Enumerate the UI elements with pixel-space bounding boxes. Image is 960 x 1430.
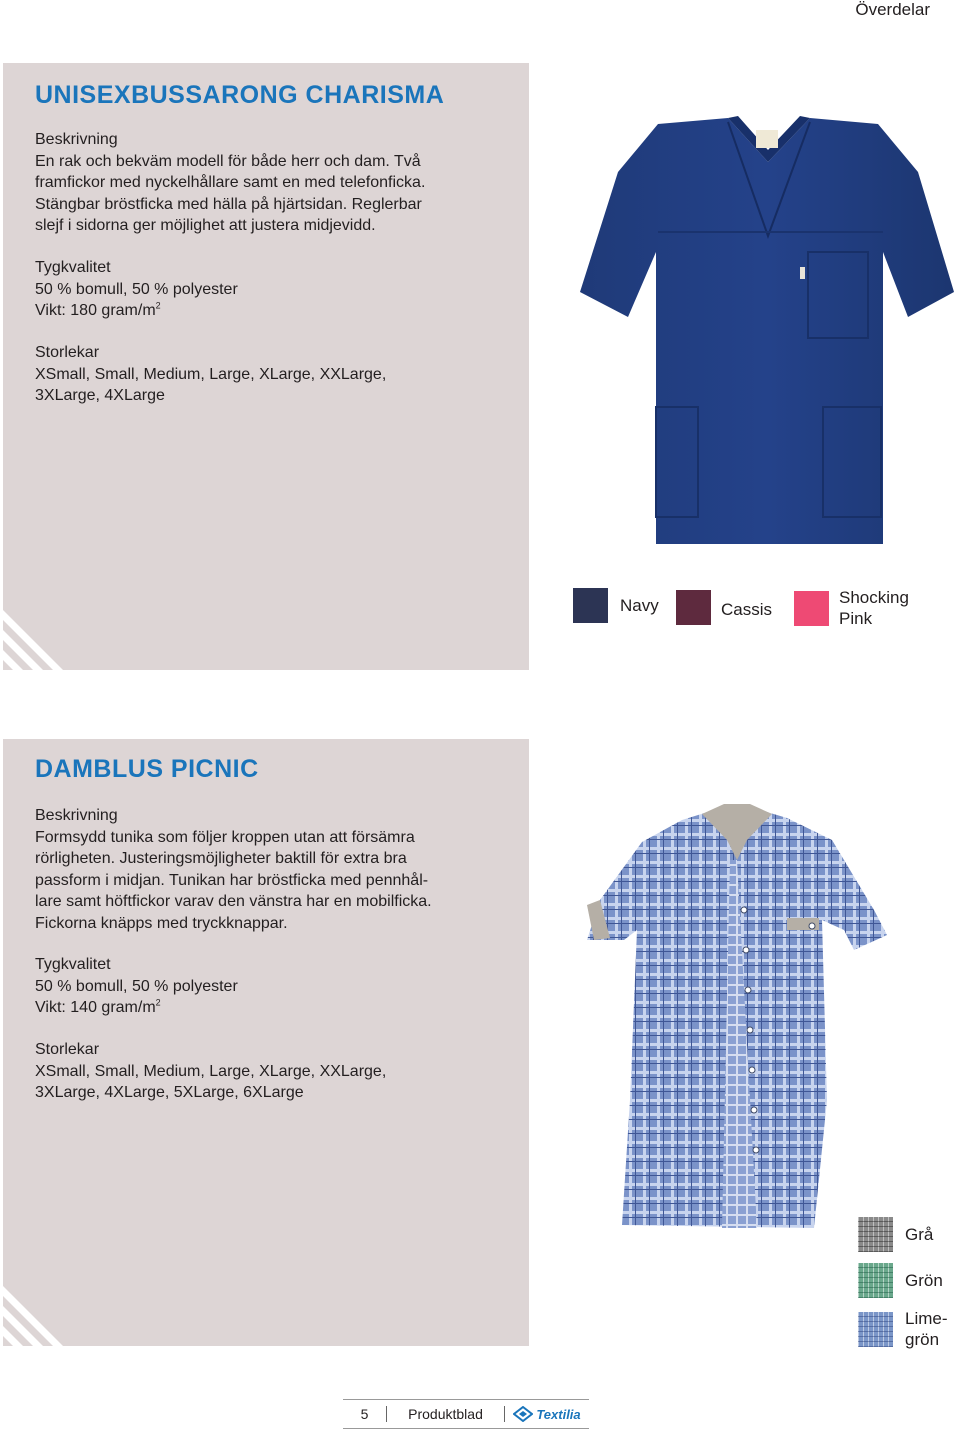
color-option-gra bbox=[858, 1217, 933, 1252]
description-label: Beskrivning bbox=[35, 131, 118, 148]
sizes-value: XSmall, Small, Medium, Large, XLarge, XXLarge, bbox=[35, 1062, 387, 1080]
description-line: Formsydd tunika som följer kroppen utan att försämra bbox=[35, 828, 415, 846]
description-line: En rak och bekväm modell för både herr och dam. Två bbox=[35, 152, 421, 170]
fabric-value: 50 % bomull, 50 % polyester bbox=[35, 977, 238, 995]
color-swatch bbox=[858, 1217, 893, 1252]
document-name: Produktblad bbox=[387, 1406, 505, 1422]
weight-value: Vikt: 140 gram/$m^2$ bbox=[35, 997, 161, 1016]
description-section bbox=[35, 129, 505, 237]
color-label: Grön bbox=[905, 1270, 943, 1290]
fabric-label: Tygkvalitet bbox=[35, 956, 111, 973]
description-line: Fickorna knäpps med tryckknappar. bbox=[35, 914, 288, 932]
color-option-cassis bbox=[676, 590, 772, 625]
color-swatch bbox=[794, 591, 829, 626]
page-footer bbox=[343, 1399, 589, 1429]
sizes-section bbox=[35, 1039, 505, 1104]
description-line: Stängbar bröstficka med hälla på hjärtsidan. Reglerbar bbox=[35, 195, 422, 213]
scrub-top-image bbox=[578, 112, 956, 548]
color-option-gron bbox=[858, 1263, 943, 1298]
sizes-value: 3XLarge, 4XLarge, 5XLarge, 6XLarge bbox=[35, 1084, 304, 1101]
sizes-label: Storlekar bbox=[35, 344, 100, 361]
color-label: Cassis bbox=[721, 599, 773, 619]
sizes-value: 3XLarge, 4XLarge bbox=[35, 387, 165, 404]
description-section bbox=[35, 805, 505, 934]
color-option-navy bbox=[573, 588, 659, 623]
description-line: rörligheten. Justeringsmöjligheter baktill för extra bra bbox=[35, 850, 407, 867]
brand-name: Textilia bbox=[536, 1406, 581, 1422]
description-line: lare samt höftfickor varav den vänstra har en mobilficka. bbox=[35, 893, 432, 910]
decorative-stripes bbox=[3, 590, 83, 670]
color-swatch bbox=[858, 1312, 893, 1347]
sizes-label: Storlekar bbox=[35, 1041, 100, 1058]
textilia-logo-icon bbox=[513, 1406, 533, 1422]
product-title: DAMBLUS PICNIC bbox=[35, 755, 259, 783]
fabric-value: 50 % bomull, 50 % polyester bbox=[35, 280, 238, 298]
color-swatch bbox=[573, 588, 608, 623]
description-line: slejf i sidorna ger möjlighet att justera midjevidd. bbox=[35, 217, 376, 234]
color-label: Shocking Pink bbox=[839, 588, 909, 628]
color-swatch bbox=[858, 1263, 893, 1298]
section-header: Överdelar bbox=[855, 0, 930, 19]
color-label: Grå bbox=[905, 1224, 934, 1244]
description-line: passform i midjan. Tunikan har bröstficka med pennhål- bbox=[35, 871, 429, 889]
decorative-stripes bbox=[3, 1266, 83, 1346]
sizes-section bbox=[35, 342, 505, 407]
color-label: Navy bbox=[620, 595, 659, 615]
fabric-label: Tygkvalitet bbox=[35, 259, 111, 276]
blouse-image bbox=[582, 800, 892, 1228]
color-label: Lime- grön bbox=[905, 1309, 948, 1349]
color-option-limegron bbox=[858, 1308, 948, 1350]
brand-logo bbox=[505, 1406, 589, 1422]
weight-value: Vikt: 180 gram/$m^2$ bbox=[35, 300, 161, 319]
fabric-section bbox=[35, 954, 505, 1019]
description-line: framfickor med nyckelhållare samt en med telefonficka. bbox=[35, 174, 426, 191]
description-label: Beskrivning bbox=[35, 807, 118, 824]
sizes-value: XSmall, Small, Medium, Large, XLarge, XXLarge, bbox=[35, 365, 387, 383]
fabric-section bbox=[35, 257, 505, 322]
color-swatch bbox=[676, 590, 711, 625]
color-option-shocking-pink bbox=[794, 587, 909, 629]
product-title: UNISEXBUSSARONG CHARISMA bbox=[35, 81, 445, 109]
page-number: 5 bbox=[343, 1406, 387, 1422]
